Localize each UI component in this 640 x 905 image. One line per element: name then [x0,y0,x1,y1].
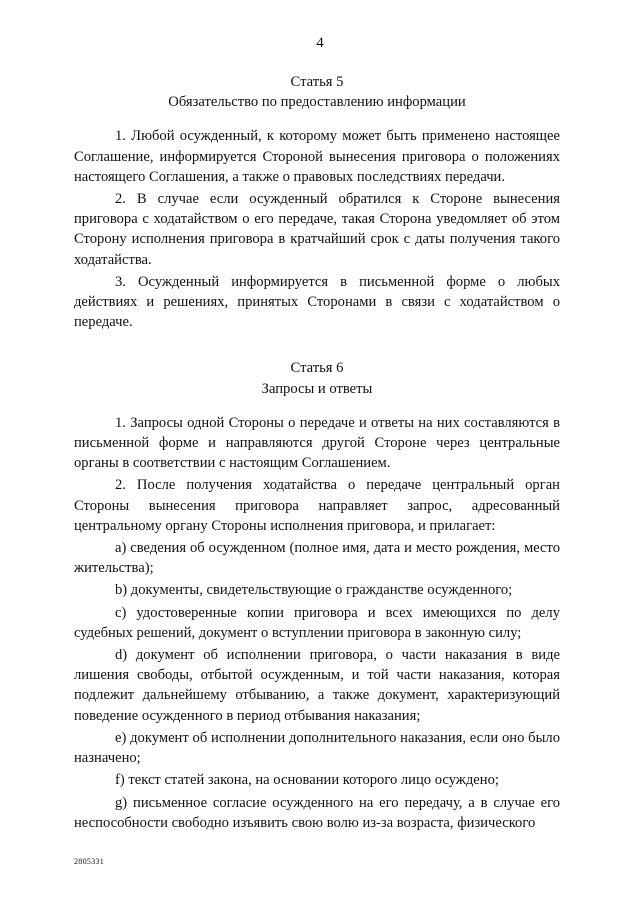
document-body [74,72,560,833]
article-6-subtitle: Запросы и ответы [261,380,373,397]
article-5-title: Статья 5 [290,74,344,90]
article-6-item-g: g) письменное согласие осужденного на его передачу, а в случае его неспособности свободно изъявить свою волю из-за возраста, физического [74,794,560,831]
article-5-paragraph-3: 3. Осужденный информируется в письменной форме о любых действиях и решениях, принятых Сторонами в связи с ходатайством о передаче. [74,273,560,331]
article-6-item-e: e) документ об исполнении дополнительного наказания, если оно было назначено; [74,729,560,767]
article-6-paragraph-2: 2. После получения ходатайства о передаче центральный орган Стороны вынесения приговора направляет запрос, адресованный центральному органу Стороны исполнения приговора, и прилагает: [74,477,560,534]
article-6-paragraph-1: 1. Запросы одной Стороны о передаче и ответы на них составляются в письменной форме и направляются другой Стороне через центральные органы в соответствии с настоящим Соглашением. [74,414,560,472]
article-5-paragraph-2: 2. В случае если осужденный обратился к Стороне вынесения приговора с ходатайством о его передаче, такая Сторона уведомляет об этом Сторону исполнения приговора в кратчайший срок с даты получения такого ходатайства. [74,191,560,268]
article-5-paragraph-1: 1. Любой осужденный, к которому может быть применено настоящее Соглашение, информируется Стороной вынесения приговора о положениях настоящего Соглашения, а также о правовых последствиях передачи. [74,128,560,185]
article-6-item-c: c) удостоверенные копии приговора и всех имеющихся по делу судебных решений, документ о вступлении приговора в законную силу; [74,604,560,641]
page-number: 4 [316,35,324,51]
article-5-subtitle: Обязательство по предоставлению информации [168,94,466,111]
article-6-item-d: d) документ об исполнении приговора, о части наказания в виде лишения свободы, отбытой осужденным, и той части наказания, которая подлежит дальнейшему отбыванию, а также документ, характеризующий поведение осужденного в период отбывания наказания; [74,647,560,724]
article-5 [74,72,560,332]
article-6-title: Статья 6 [290,360,344,377]
article-6-item-a: a) сведения об осужденном (полное имя, дата и место рождения, место жительства); [74,540,560,577]
article-6-item-f: f) текст статей закона, на основании которого лицо осуждено; [115,772,499,789]
document-code: 2805331 [74,857,105,866]
article-6 [74,358,560,832]
article-6-item-b: b) документы, свидетельствующие о гражданстве осужденного; [115,582,513,599]
